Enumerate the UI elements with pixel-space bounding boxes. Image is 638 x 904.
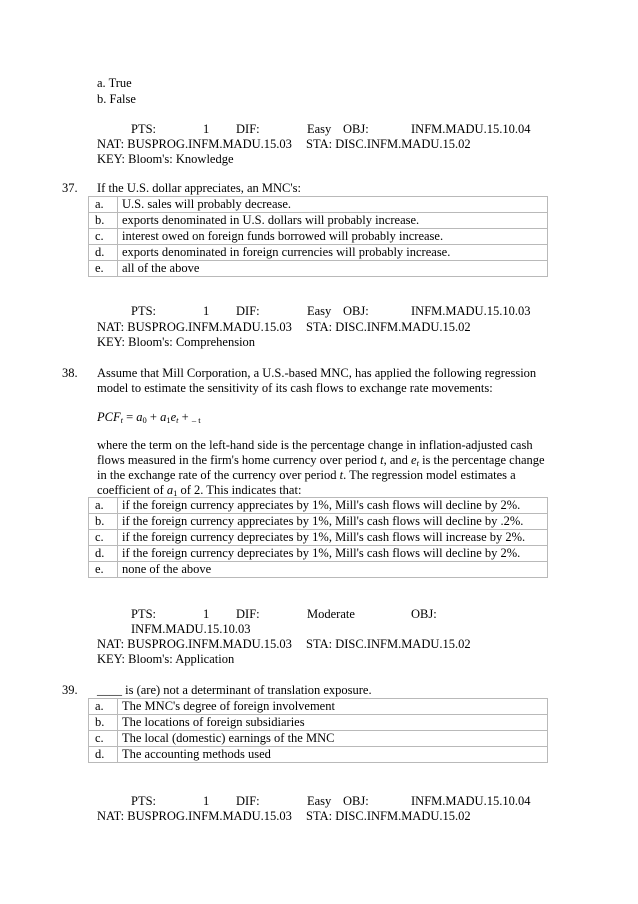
option-letter: b. [89,514,118,530]
option-letter: c. [89,229,118,245]
option-row [89,197,548,213]
sta-value: STA: DISC.INFM.MADU.15.02 [306,637,471,651]
obj-label: OBJ: [343,794,369,808]
period-t: t [380,453,384,467]
option-text: interest owed on foreign funds borrowed will probably increase. [118,229,548,245]
option-text: U.S. sales will probably decrease. [118,197,548,213]
option-letter: a. [89,498,118,514]
option-row [89,213,548,229]
option-letter: d. [89,245,118,261]
answer-true: a. True [97,76,132,90]
pts-label: PTS: [131,607,157,621]
option-text: exports denominated in foreign currencies will probably increase. [118,245,548,261]
key-value: KEY: Bloom's: Comprehension [97,335,256,349]
option-row [89,699,548,715]
pts-value: 1 [203,122,210,136]
option-row [89,498,548,514]
option-row [89,514,548,530]
option-letter: b. [89,715,118,731]
exchange-rate-sub: t [416,458,419,468]
options-table-37 [88,196,548,277]
dif-value: Easy [307,304,332,318]
exchange-rate-var: e [411,453,417,467]
option-text: if the foreign currency appreciates by 1%, Mill's cash flows will decline by .2%. [118,514,548,530]
option-letter: d. [89,747,118,763]
dif-label: DIF: [236,607,260,621]
explanation-text: , and [383,453,411,467]
option-text: The accounting methods used [118,747,548,763]
dif-label: DIF: [236,122,260,136]
option-text: if the foreign currency depreciates by 1%, Mill's cash flows will decline by 2%. [118,546,548,562]
nat-value: NAT: BUSPROG.INFM.MADU.15.03 [97,137,292,151]
regression-formula [97,410,201,428]
obj-value: INFM.MADU.15.10.03 [131,622,251,636]
option-row [89,245,548,261]
dif-value: Moderate [307,607,355,621]
pts-label: PTS: [131,794,157,808]
coefficient-var: a [166,483,174,497]
key-value: KEY: Bloom's: Application [97,652,235,666]
option-row [89,261,548,277]
question-number: 37. [62,181,78,195]
obj-value: INFM.MADU.15.10.04 [411,122,531,136]
option-text: none of the above [118,562,548,578]
option-text: The locations of foreign subsidiaries [118,715,548,731]
answer-false: b. False [97,92,136,106]
nat-value: NAT: BUSPROG.INFM.MADU.15.03 [97,320,292,334]
option-letter: d. [89,546,118,562]
option-text: The MNC's degree of foreign involvement [118,699,548,715]
nat-value: NAT: BUSPROG.INFM.MADU.15.03 [97,637,292,651]
option-text: all of the above [118,261,548,277]
explanation-text: coefficient of [97,483,167,497]
question-stem: If the U.S. dollar appreciates, an MNC's: [97,181,301,195]
formula-lhs-sub: t [120,415,123,425]
pts-value: 1 [203,304,210,318]
option-letter: a. [89,699,118,715]
option-letter: e. [89,562,118,578]
option-row [89,546,548,562]
option-text: if the foreign currency depreciates by 1%, Mill's cash flows will increase by 2%. [118,530,548,546]
obj-value: INFM.MADU.15.10.04 [411,794,531,808]
option-text: exports denominated in U.S. dollars will probably increase. [118,213,548,229]
option-row [89,229,548,245]
dif-label: DIF: [236,304,260,318]
question-stem: ____ is (are) not a determinant of translation exposure. [97,683,372,697]
pts-value: 1 [203,607,210,621]
key-value: KEY: Bloom's: Knowledge [97,152,234,166]
option-letter: e. [89,261,118,277]
sta-value: STA: DISC.INFM.MADU.15.02 [306,137,471,151]
formula-e: e [170,410,177,424]
formula-a0-sub: 0 [142,415,147,425]
obj-label: OBJ: [411,607,437,621]
explanation-line-1: where the term on the left-hand side is the percentage change in inflation-adjusted cash [97,438,533,452]
obj-label: OBJ: [343,304,369,318]
formula-a1-sub: 1 [166,415,171,425]
option-letter: b. [89,213,118,229]
dif-label: DIF: [236,794,260,808]
pts-label: PTS: [131,122,157,136]
option-text: if the foreign currency appreciates by 1%, Mill's cash flows will decline by 2%. [118,498,548,514]
explanation-line-3 [97,468,516,483]
dif-value: Easy [307,794,332,808]
question-number: 38. [62,366,78,380]
coefficient-sub: 1 [173,488,178,498]
pts-label: PTS: [131,304,157,318]
formula-plus-2: + [178,410,192,424]
formula-error-term: – t [191,415,201,425]
explanation-text: . The regression model estimates a [343,468,516,482]
formula-eq: = [122,410,137,424]
option-row [89,530,548,546]
option-row [89,715,548,731]
sta-value: STA: DISC.INFM.MADU.15.02 [306,809,471,823]
obj-value: INFM.MADU.15.10.03 [411,304,531,318]
question-number: 39. [62,683,78,697]
option-row [89,731,548,747]
question-stem-line-2: model to estimate the sensitivity of its cash flows to exchange rate movements: [97,381,493,395]
explanation-text: in the exchange rate of the currency over period [97,468,340,482]
nat-value: NAT: BUSPROG.INFM.MADU.15.03 [97,809,292,823]
explanation-text: is the percentage change [418,453,545,467]
formula-e-sub: t [176,415,179,425]
formula-lhs: PCF [97,410,121,424]
formula-a0: a [136,410,143,424]
dif-value: Easy [307,122,332,136]
formula-plus-1: + [146,410,161,424]
pts-value: 1 [203,794,210,808]
option-letter: c. [89,530,118,546]
option-row [89,747,548,763]
sta-value: STA: DISC.INFM.MADU.15.02 [306,320,471,334]
option-row [89,562,548,578]
options-table-38 [88,497,548,578]
period-t: t [339,468,344,482]
explanation-text: of 2. This indicates that: [177,483,302,497]
question-stem-line-1: Assume that Mill Corporation, a U.S.-based MNC, has applied the following regression [97,366,537,380]
option-text: The local (domestic) earnings of the MNC [118,731,548,747]
obj-label: OBJ: [343,122,369,136]
formula-a1: a [160,410,167,424]
option-letter: a. [89,197,118,213]
options-table-39 [88,698,548,763]
explanation-text: flows measured in the firm's home currency over period [97,453,381,467]
option-letter: c. [89,731,118,747]
